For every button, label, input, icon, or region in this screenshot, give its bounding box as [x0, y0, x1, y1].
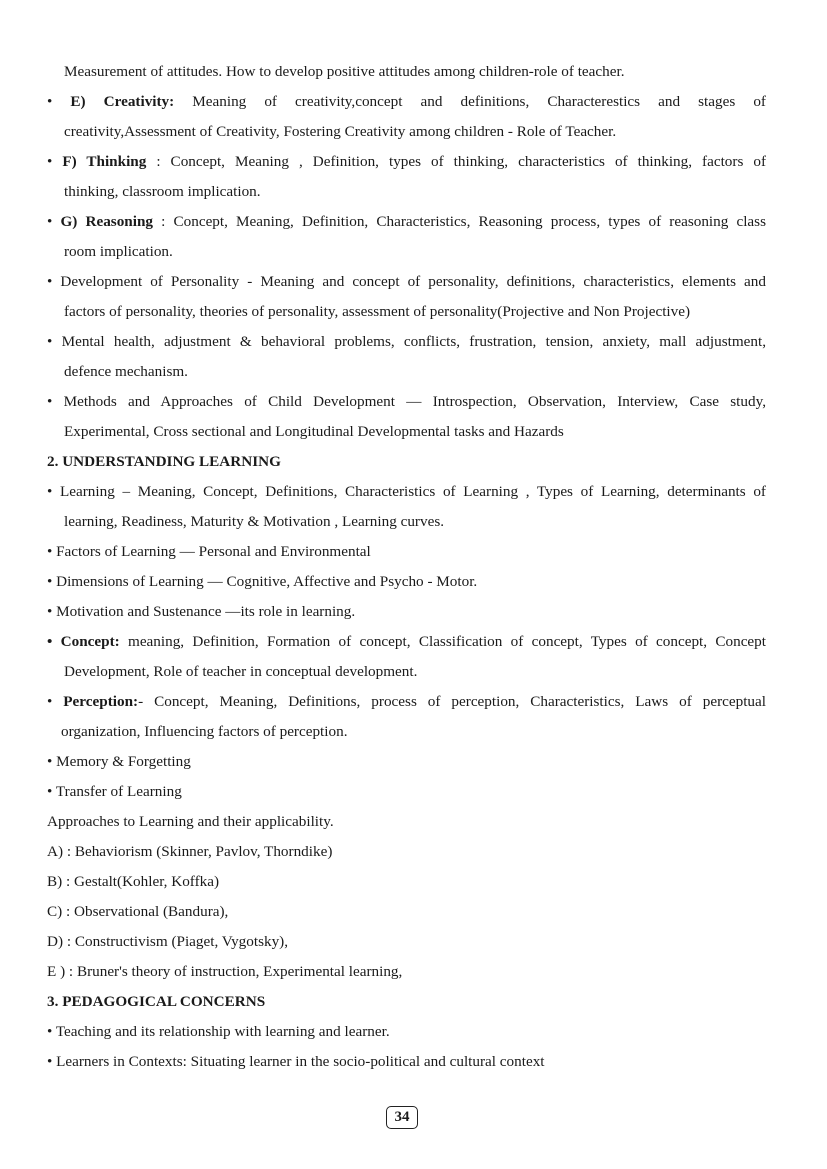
- methods-line-1: • Methods and Approaches of Child Development — Introspection, Observation, Interview, Case study,: [47, 393, 766, 410]
- creativity-label: E) Creativity:: [70, 93, 175, 110]
- transfer-line: • Transfer of Learning: [47, 783, 182, 800]
- section-heading-understanding-learning: 2. UNDERSTANDING LEARNING: [47, 453, 281, 470]
- bullet: •: [47, 93, 71, 110]
- creativity-line-2: creativity,Assessment of Creativity, Fostering Creativity among children - Role of Teacher.: [64, 123, 617, 140]
- concept-line-2: Development, Role of teacher in conceptual development.: [64, 663, 418, 680]
- mental-health-line-1: • Mental health, adjustment & behavioral problems, conflicts, frustration, tension, anxiety, mall adjustment,: [47, 333, 766, 350]
- attitudes-line: Measurement of attitudes. How to develop positive attitudes among children-role of teacher.: [64, 63, 625, 80]
- reasoning-line-2: room implication.: [64, 243, 173, 260]
- dimensions-line: • Dimensions of Learning — Cognitive, Affective and Psycho - Motor.: [47, 573, 478, 590]
- reasoning-line-1: [47, 207, 766, 237]
- concept-text: meaning, Definition, Formation of concept, Classification of concept, Types of concept, Concept: [119, 633, 766, 650]
- motivation-line: • Motivation and Sustenance —its role in learning.: [47, 603, 356, 620]
- bullet: •: [47, 693, 64, 710]
- learning-line-2: learning, Readiness, Maturity & Motivation , Learning curves.: [64, 513, 445, 530]
- factors-line: • Factors of Learning — Personal and Environmental: [47, 543, 371, 560]
- creativity-line-1: [47, 87, 766, 117]
- reasoning-label: G) Reasoning: [60, 213, 153, 230]
- concept-line-1: [47, 627, 766, 657]
- approach-d: D) : Constructivism (Piaget, Vygotsky),: [47, 933, 289, 950]
- approach-c: C) : Observational (Bandura),: [47, 903, 229, 920]
- bullet: •: [47, 153, 63, 170]
- approach-b: B) : Gestalt(Kohler, Koffka): [47, 873, 220, 890]
- teaching-line: • Teaching and its relationship with learning and learner.: [47, 1023, 390, 1040]
- concept-label: • Concept:: [47, 633, 120, 650]
- document-body: [47, 57, 766, 1077]
- perception-line-2: organization, Influencing factors of perception.: [61, 723, 348, 740]
- thinking-text: : Concept, Meaning , Definition, types of thinking, characteristics of thinking, factors of: [146, 153, 766, 170]
- thinking-line-2: thinking, classroom implication.: [64, 183, 261, 200]
- thinking-label: F) Thinking: [62, 153, 147, 170]
- creativity-text: Meaning of creativity,concept and definitions, Characterestics and stages of: [174, 93, 766, 110]
- bullet: •: [47, 213, 61, 230]
- page-number: 34: [386, 1106, 418, 1129]
- perception-text: - Concept, Meaning, Definitions, process of perception, Characteristics, Laws of perceptual: [138, 693, 766, 710]
- memory-line: • Memory & Forgetting: [47, 753, 191, 770]
- personality-line-1: • Development of Personality - Meaning and concept of personality, definitions, characteristics, elements and: [47, 273, 766, 290]
- methods-line-2: Experimental, Cross sectional and Longitudinal Developmental tasks and Hazards: [64, 423, 564, 440]
- approaches-line: Approaches to Learning and their applicability.: [47, 813, 334, 830]
- personality-line-2: factors of personality, theories of personality, assessment of personality(Projective and Non Projective): [64, 303, 691, 320]
- learning-line-1: • Learning – Meaning, Concept, Definitions, Characteristics of Learning , Types of Learning, determinants of: [47, 483, 766, 500]
- approach-a: A) : Behaviorism (Skinner, Pavlov, Thorndike): [47, 843, 333, 860]
- perception-line-1: [47, 687, 766, 717]
- section-heading-pedagogical-concerns: 3. PEDAGOGICAL CONCERNS: [47, 993, 266, 1010]
- perception-label: Perception:: [63, 693, 139, 710]
- reasoning-text: : Concept, Meaning, Definition, Characteristics, Reasoning process, types of reasoning class: [153, 213, 766, 230]
- approach-e: E ) : Bruner's theory of instruction, Experimental learning,: [47, 963, 403, 980]
- thinking-line-1: [47, 147, 766, 177]
- learners-line: • Learners in Contexts: Situating learner in the socio-political and cultural context: [47, 1053, 545, 1070]
- mental-health-line-2: defence mechanism.: [64, 363, 188, 380]
